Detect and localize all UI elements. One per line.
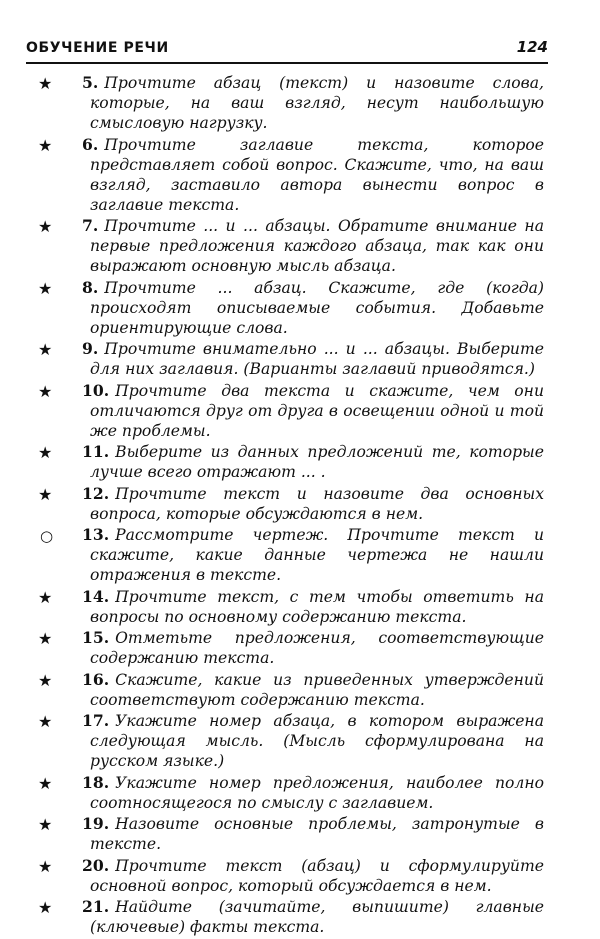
task-item xyxy=(38,586,544,627)
task-item xyxy=(38,216,544,276)
task-item xyxy=(38,442,544,482)
star-icon: ★ xyxy=(38,381,53,401)
task-number: 9. xyxy=(82,339,99,358)
task-item xyxy=(38,134,544,215)
header-rule xyxy=(26,62,548,64)
page-number: 124 xyxy=(516,38,548,56)
task-item xyxy=(38,73,544,133)
task-number: 20. xyxy=(82,855,110,875)
task-number: 8. xyxy=(82,277,99,297)
task-item xyxy=(40,525,544,585)
task-text: Прочтите ... и ... абзацы. Обратите внимание на первые предложения каждого абзаца, так как они выражают основную мысль абзаца. xyxy=(90,217,544,275)
running-header xyxy=(26,38,548,56)
task-list xyxy=(38,73,544,939)
task-item xyxy=(38,483,544,524)
task-number: 11. xyxy=(82,442,110,461)
task-text: Прочтите абзац (текст) и назовите слова, которые, на ваш взгляд, несут наибольшую смысловую нагрузку. xyxy=(90,74,544,132)
task-number: 14. xyxy=(82,586,110,606)
section-title: ОБУЧЕНИЕ РЕЧИ xyxy=(26,40,169,56)
task-text: Укажите номер предложения, наиболее полно соотносящегося по смыслу с заглавием. xyxy=(90,773,544,812)
star-icon: ★ xyxy=(38,670,53,690)
task-number: 13. xyxy=(82,525,110,544)
task-number: 12. xyxy=(82,483,110,503)
task-item xyxy=(38,628,544,668)
task-number: 17. xyxy=(82,711,110,730)
task-text: Назовите основные проблемы, затронутые в тексте. xyxy=(90,815,544,853)
task-item xyxy=(38,380,544,441)
task-number: 15. xyxy=(82,628,110,647)
task-item xyxy=(38,277,544,338)
task-text: Выберите из данных предложений те, которые лучше всего отражают ... . xyxy=(90,443,544,481)
task-number: 7. xyxy=(82,216,99,235)
task-number: 19. xyxy=(82,814,110,833)
star-icon: ★ xyxy=(38,856,53,876)
task-text: Рассмотрите чертеж. Прочтите текст и скажите, какие данные чертежа не нашли отражения в тексте. xyxy=(90,526,544,584)
star-icon: ★ xyxy=(38,587,53,607)
star-icon: ★ xyxy=(38,773,53,793)
star-icon: ★ xyxy=(38,898,53,917)
task-item xyxy=(38,711,544,771)
task-text: Найдите (зачитайте, выпишите) главные (ключевые) факты текста. xyxy=(90,898,544,936)
task-item xyxy=(38,897,544,937)
star-icon: ★ xyxy=(38,815,53,834)
star-icon: ★ xyxy=(38,278,53,298)
task-item xyxy=(38,339,544,379)
task-text: Скажите, какие из приведенных утверждений соответствуют содержанию текста. xyxy=(90,670,544,709)
task-text: Прочтите два текста и скажите, чем они отличаются друг от друга в освещении одной и той же проблемы. xyxy=(90,381,544,440)
task-text: Укажите номер абзаца, в котором выражена следующая мысль. (Мысль сформулирована на русском языке.) xyxy=(90,712,544,770)
task-item xyxy=(38,814,544,854)
task-number: 10. xyxy=(82,380,110,400)
task-number: 21. xyxy=(82,897,110,916)
task-number: 6. xyxy=(82,134,99,154)
task-text: Прочтите текст, с тем чтобы ответить на вопросы по основному содержанию текста. xyxy=(90,587,544,626)
star-icon: ★ xyxy=(38,217,53,236)
star-icon: ★ xyxy=(38,484,53,504)
task-text: Отметьте предложения, соответствующие содержанию текста. xyxy=(90,629,544,667)
star-icon: ★ xyxy=(38,135,53,155)
star-icon: ★ xyxy=(38,74,53,93)
task-item xyxy=(38,855,544,896)
task-text: Прочтите ... абзац. Скажите, где (когда) происходят описываемые события. Добавьте ориентирующие слова. xyxy=(90,278,544,337)
circle-icon: ○ xyxy=(40,527,54,545)
task-item xyxy=(38,669,544,710)
task-item xyxy=(38,772,544,813)
star-icon: ★ xyxy=(38,712,53,731)
task-number: 5. xyxy=(82,73,99,92)
task-number: 18. xyxy=(82,772,110,792)
task-number: 16. xyxy=(82,669,110,689)
star-icon: ★ xyxy=(38,629,53,648)
star-icon: ★ xyxy=(38,340,53,359)
star-icon: ★ xyxy=(38,443,53,462)
task-text: Прочтите текст (абзац) и сформулируйте основной вопрос, который обсуждается в нем. xyxy=(90,856,544,895)
task-text: Прочтите заглавие текста, которое представляет собой вопрос. Скажите, что, на ваш взгляд, заставило автора вынести вопрос в заглавие текста. xyxy=(90,135,544,214)
task-text: Прочтите текст и назовите два основных вопроса, которые обсуждаются в нем. xyxy=(90,484,544,523)
task-text: Прочтите внимательно ... и ... абзацы. Выберите для них заглавия. (Варианты заглавий приводятся.) xyxy=(90,340,544,378)
